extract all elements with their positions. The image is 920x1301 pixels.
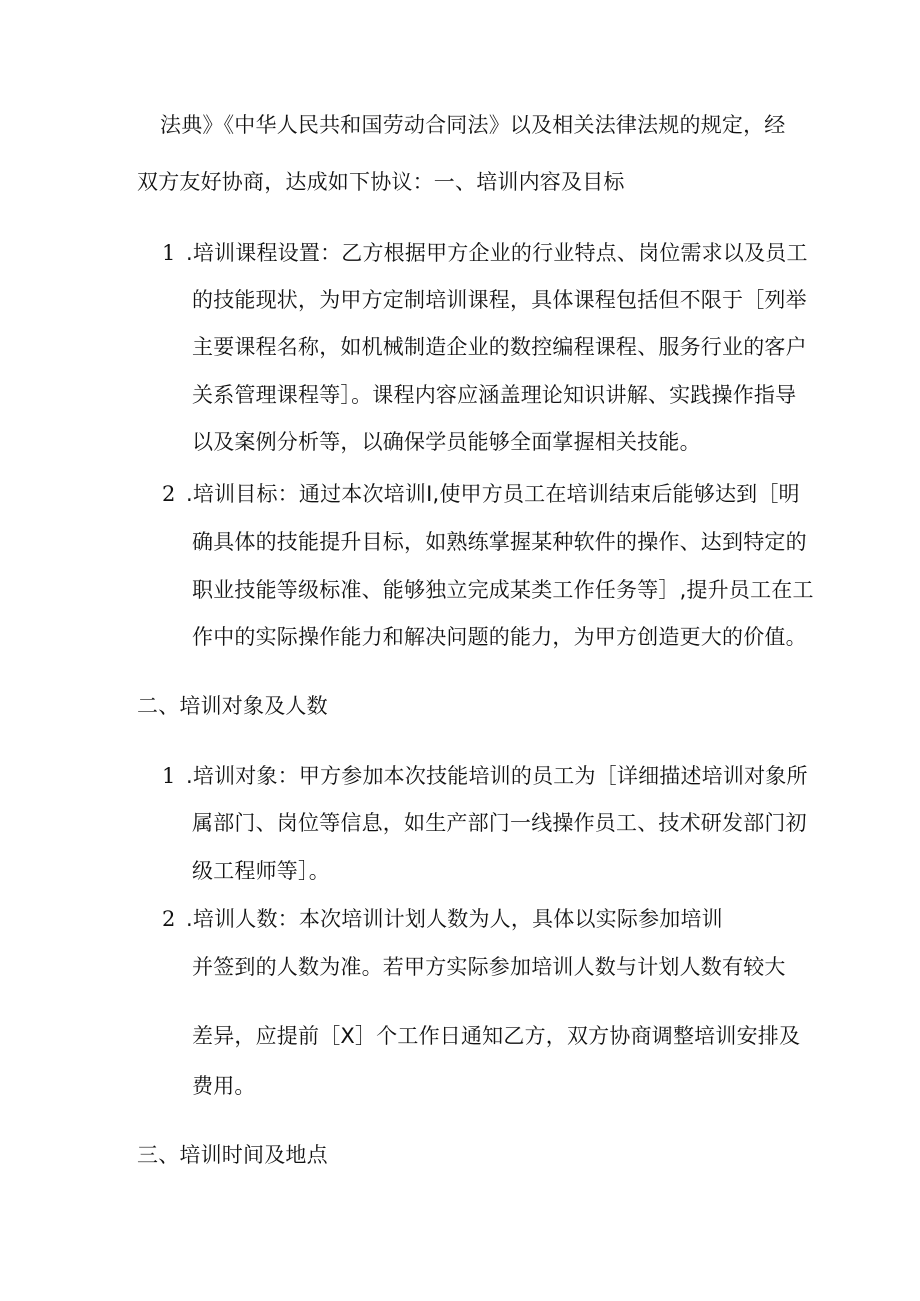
- intro-line-1: 法典》《中华人民共和国劳动合同法》以及相关法律法规的规定，经: [160, 113, 786, 137]
- s2-item1-line-2: 属部门、岗位等信息，如生产部门一线操作员工、技术研发部门初: [192, 811, 807, 835]
- section2-heading: 二、培训对象及人数: [137, 694, 328, 718]
- s1-item2-line-4: 作中的实际操作能力和解决问题的能力，为甲方创造更大的价值。: [192, 625, 807, 649]
- s2-item2-line-4: 费用。: [192, 1074, 256, 1098]
- s2-item2-line-1: .培训人数：本次培训计划人数为人，具体以实际参加培训: [186, 907, 723, 931]
- intro-line-2: 双方友好协商，达成如下协议：一、培训内容及目标: [137, 170, 625, 194]
- s1-item1-line-2: 的技能现状，为甲方定制培训课程，具体课程包括但不限于［列举: [192, 288, 807, 312]
- s2-item2-line-3: 差异，应提前［X］个工作日通知乙方，双方协商调整培训安排及: [192, 1024, 801, 1048]
- s1-item1-number: 1: [162, 241, 176, 265]
- s1-item1-line-5: 以及案例分析等，以确保学员能够全面掌握相关技能。: [192, 430, 701, 454]
- s1-item2-line-3: 职业技能等级标准、能够独立完成某类工作任务等］,提升员工在工: [192, 578, 814, 602]
- section3-heading: 三、培训时间及地点: [137, 1143, 328, 1167]
- s2-item1-number: 1: [162, 764, 176, 788]
- s1-item1-line-1: .培训课程设置：乙方根据甲方企业的行业特点、岗位需求以及员工: [186, 241, 808, 265]
- s2-item2-line-2: 并签到的人数为准。若甲方实际参加培训人数与计划人数有较大: [192, 955, 786, 979]
- s1-item2-number: 2: [162, 482, 176, 506]
- s2-item1-line-1: .培训对象：甲方参加本次技能培训的员工为［详细描述培训对象所: [186, 764, 808, 788]
- s2-item2-number: 2: [162, 907, 176, 931]
- s2-item1-line-3: 级工程师等］。: [192, 859, 330, 883]
- s1-item1-line-4: 关系管理课程等］。课程内容应涵盖理论知识讲解、实践操作指导: [192, 383, 797, 407]
- s1-item2-line-1: .培训目标：通过本次培训I,使甲方员工在培训结束后能够达到［明: [186, 482, 800, 506]
- s1-item2-line-2: 确具体的技能提升目标，如熟练掌握某种软件的操作、达到特定的: [192, 530, 807, 554]
- s1-item1-line-3: 主要课程名称，如机械制造企业的数控编程课程、服务行业的客户: [192, 335, 807, 359]
